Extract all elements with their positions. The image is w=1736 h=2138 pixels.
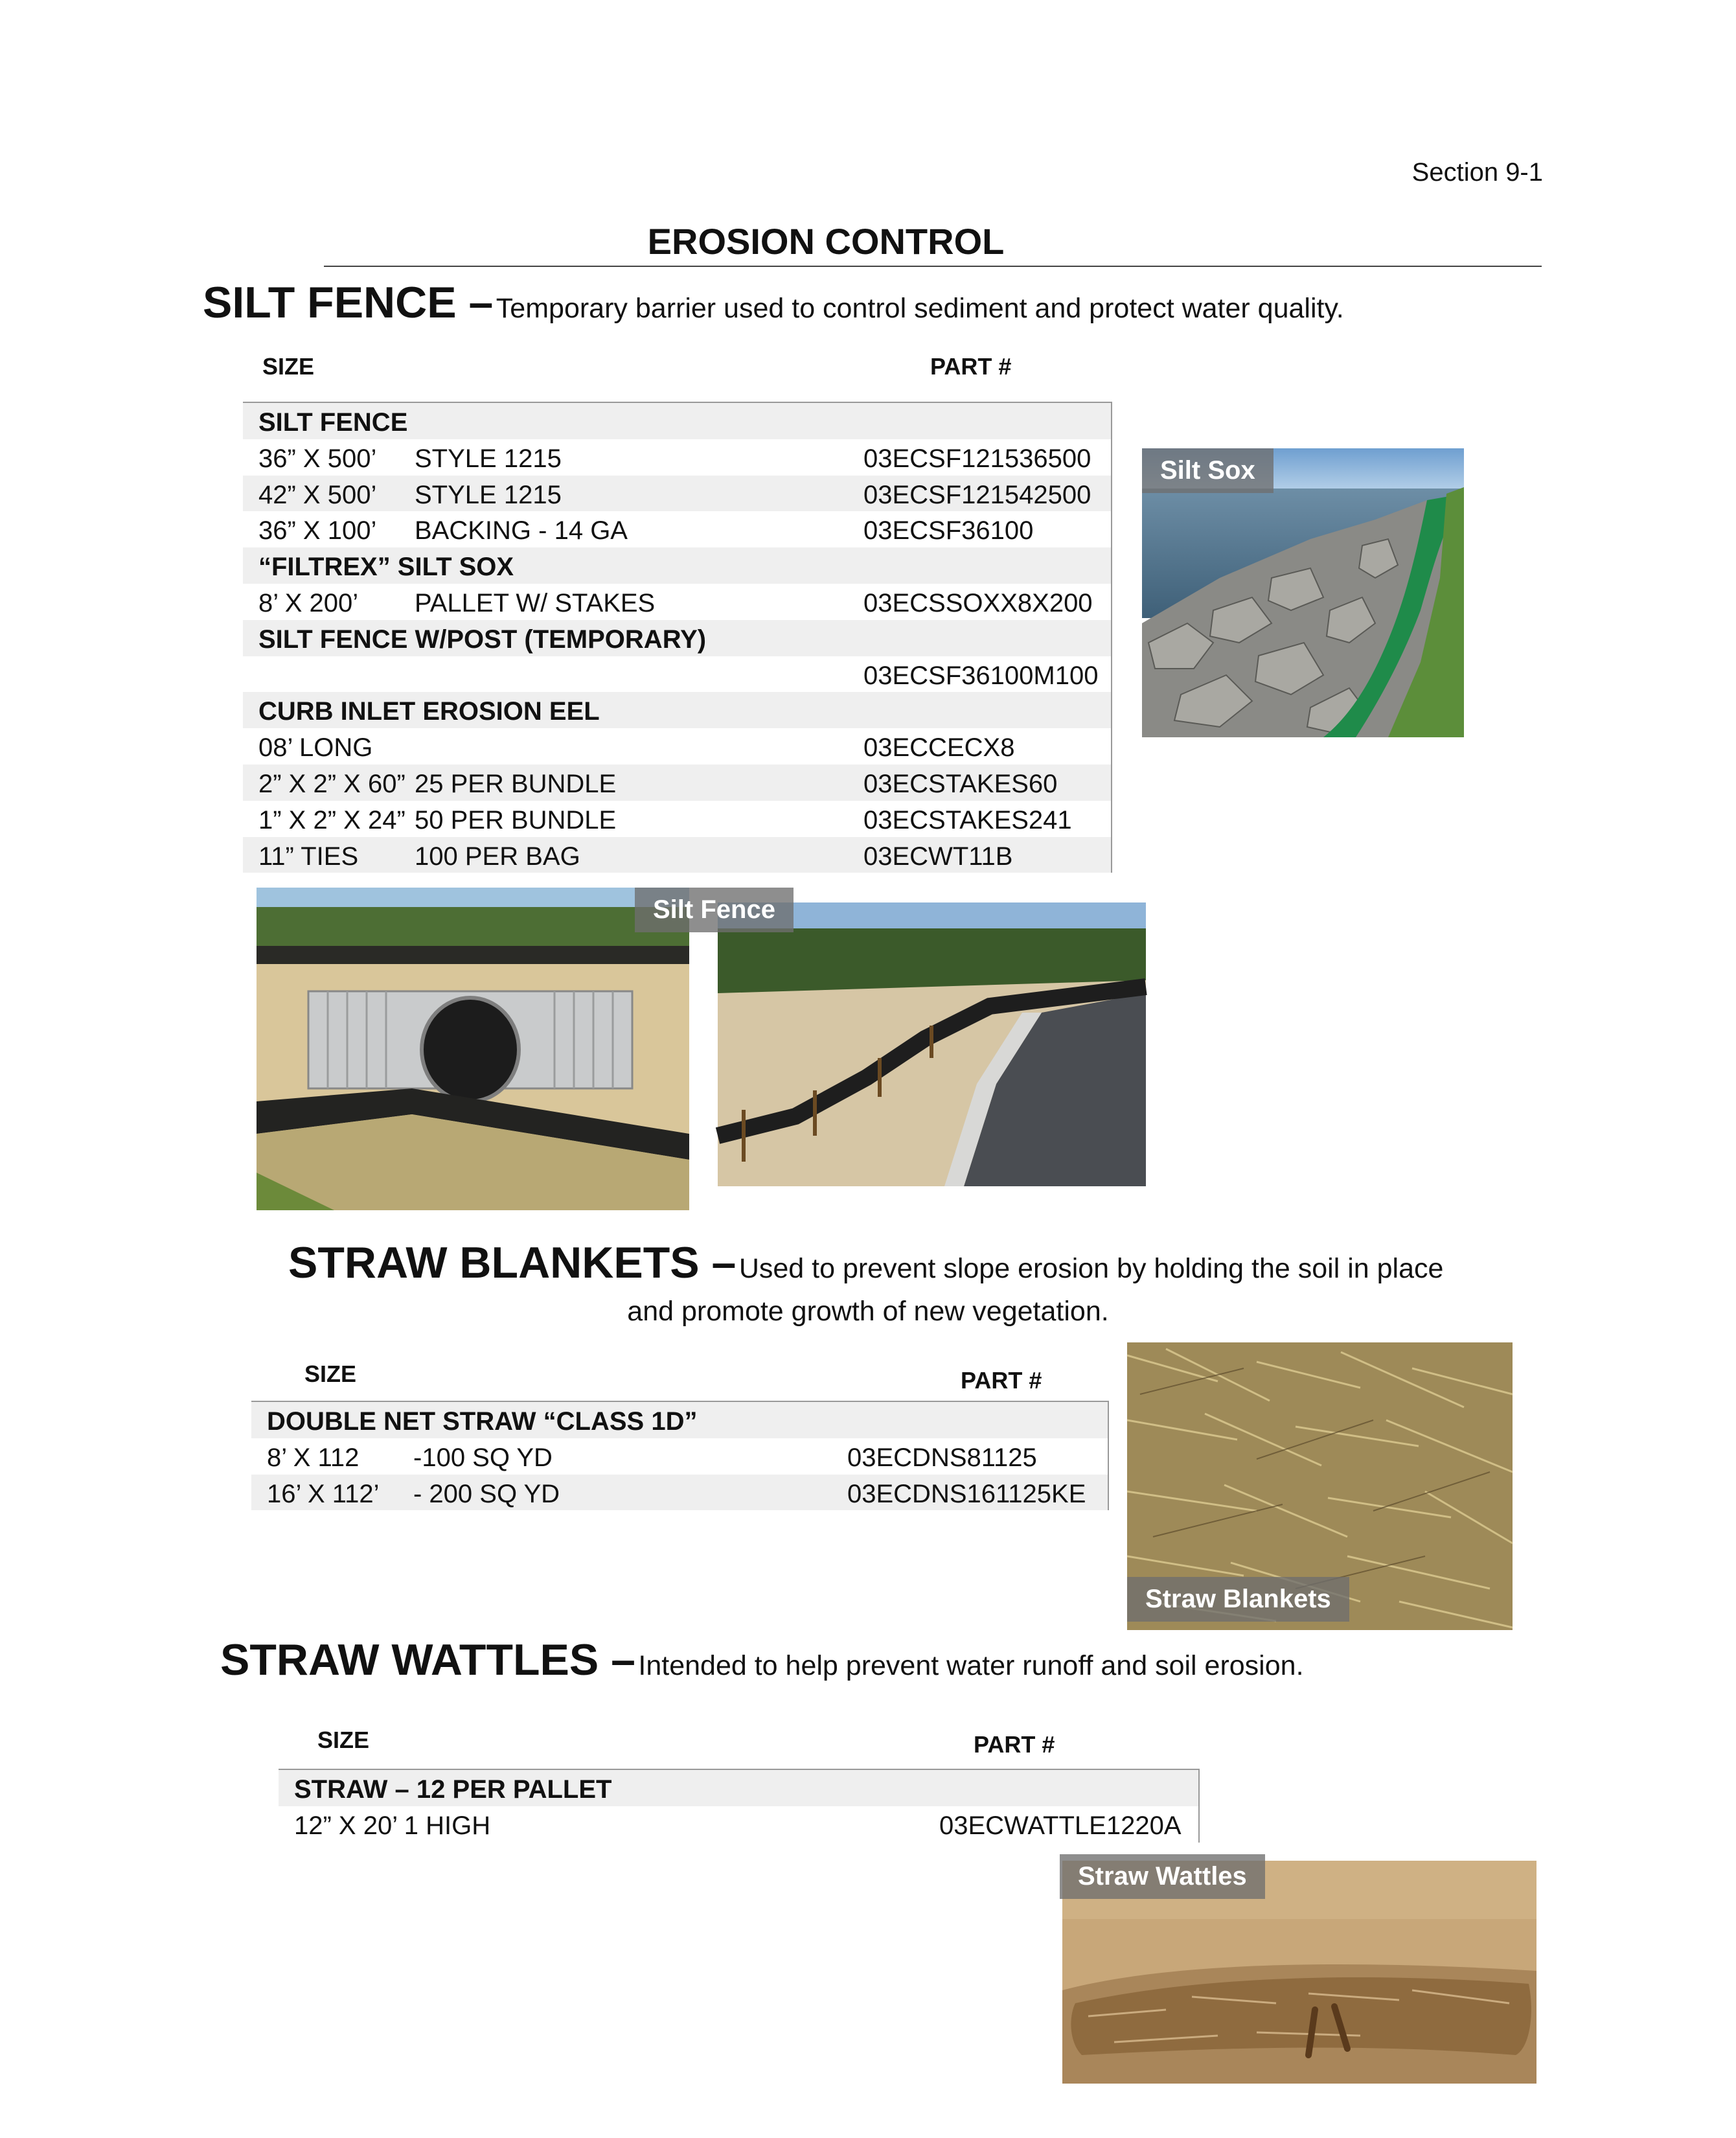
size-cell: CURB INLET EROSION EEL bbox=[258, 697, 600, 726]
detail-cell: STYLE 1215 bbox=[415, 480, 562, 509]
roadside-silt-fence-photo bbox=[653, 895, 1146, 1186]
title-divider bbox=[324, 266, 1542, 267]
size-cell: STRAW – 12 PER PALLET bbox=[294, 1775, 612, 1804]
table-row bbox=[243, 439, 1111, 476]
table-row bbox=[279, 1806, 1198, 1843]
size-cell: 12” X 20’ 1 HIGH bbox=[294, 1811, 491, 1840]
part-number-cell: 03ECDNS81125 bbox=[847, 1443, 1037, 1472]
silt-fence-description: Temporary barrier used to control sediment and protect water quality. bbox=[496, 293, 1344, 324]
detail-cell: 50 PER BUNDLE bbox=[415, 805, 617, 834]
size-cell: SILT FENCE W/POST (TEMPORARY) bbox=[258, 625, 707, 654]
table-row bbox=[243, 764, 1111, 801]
part-number-cell: 03ECDNS161125KE bbox=[847, 1479, 1086, 1508]
table-row bbox=[251, 1438, 1108, 1475]
straw-blankets-photo bbox=[1127, 1342, 1513, 1630]
section-label: Section 9-1 bbox=[1411, 158, 1543, 187]
size-cell: 36” X 500’ bbox=[258, 444, 377, 473]
detail-cell: STYLE 1215 bbox=[415, 444, 562, 473]
size-cell: SILT FENCE bbox=[258, 408, 408, 437]
table-group-row bbox=[243, 403, 1111, 439]
straw-blankets-description: Used to prevent slope erosion by holding the soil in place bbox=[738, 1253, 1444, 1284]
table-row bbox=[243, 584, 1111, 620]
straw-wattles-table bbox=[279, 1769, 1200, 1843]
size-cell: “FILTREX” SILT SOX bbox=[258, 553, 514, 582]
straw-blankets-title: STRAW BLANKETS – bbox=[288, 1238, 737, 1287]
size-cell: 16’ X 112’ bbox=[267, 1479, 380, 1508]
detail-cell: PALLET W/ STAKES bbox=[415, 588, 656, 617]
table-row bbox=[243, 728, 1111, 764]
part-number-cell: 03ECSF121542500 bbox=[863, 480, 1091, 509]
silt-sox-caption: Silt Sox bbox=[1142, 448, 1273, 493]
part-number-cell: 03ECCECX8 bbox=[863, 733, 1015, 763]
table-row bbox=[243, 476, 1111, 512]
part-number-cell: 03ECSF36100 bbox=[863, 516, 1034, 546]
silt-sox-photo bbox=[1142, 448, 1464, 737]
size-cell: 36” X 100’ bbox=[258, 516, 377, 546]
page-title: EROSION CONTROL bbox=[647, 221, 1005, 262]
table-group-row bbox=[243, 620, 1111, 656]
silt-fence-caption: Silt Fence bbox=[635, 888, 794, 932]
size-cell: DOUBLE NET STRAW “CLASS 1D” bbox=[267, 1407, 698, 1436]
straw-blankets-heading bbox=[288, 1237, 1443, 1288]
detail-cell: - 200 SQ YD bbox=[413, 1479, 560, 1508]
table-row bbox=[243, 656, 1111, 693]
size-cell: 2” X 2” X 60” bbox=[258, 769, 405, 798]
silt-fence-title: SILT FENCE – bbox=[203, 278, 494, 327]
detail-cell: 25 PER BUNDLE bbox=[415, 769, 617, 798]
silt-fence-table bbox=[243, 402, 1112, 873]
silt-fence-part-header: PART # bbox=[930, 353, 1012, 380]
table-group-row bbox=[243, 692, 1111, 728]
part-number-cell: 03ECSF121536500 bbox=[863, 444, 1091, 473]
straw-wattles-part-header: PART # bbox=[974, 1731, 1055, 1758]
straw-blankets-table bbox=[251, 1401, 1109, 1510]
straw-blankets-size-header: SIZE bbox=[304, 1361, 357, 1387]
silt-fence-heading bbox=[203, 277, 1344, 328]
straw-blankets-part-header: PART # bbox=[961, 1367, 1042, 1394]
straw-blankets-caption: Straw Blankets bbox=[1127, 1577, 1349, 1622]
size-cell: 08’ LONG bbox=[258, 733, 373, 763]
table-row bbox=[243, 511, 1111, 547]
part-number-cell: 03ECSTAKES241 bbox=[863, 805, 1072, 834]
size-cell: 1” X 2” X 24” bbox=[258, 805, 405, 834]
table-group-row bbox=[251, 1402, 1108, 1438]
part-number-cell: 03ECWT11B bbox=[863, 842, 1013, 871]
detail-cell: 100 PER BAG bbox=[415, 842, 580, 871]
table-group-row bbox=[243, 547, 1111, 584]
size-cell: 8’ X 112 bbox=[267, 1443, 360, 1472]
table-group-row bbox=[279, 1770, 1198, 1806]
straw-wattles-title: STRAW WATTLES – bbox=[220, 1635, 635, 1684]
straw-wattles-photo bbox=[1062, 1861, 1536, 2084]
part-number-cell: 03ECWATTLE1220A bbox=[939, 1811, 1182, 1840]
part-number-cell: 03ECSTAKES60 bbox=[863, 769, 1058, 798]
size-cell: 11” TIES bbox=[258, 842, 359, 871]
part-number-cell: 03ECSSOXX8X200 bbox=[863, 588, 1093, 617]
part-number-cell: 03ECSF36100M100 bbox=[863, 661, 1099, 690]
straw-wattles-caption: Straw Wattles bbox=[1060, 1854, 1265, 1899]
size-cell: 42” X 500’ bbox=[258, 480, 377, 509]
detail-cell: BACKING - 14 GA bbox=[415, 516, 628, 546]
straw-wattles-size-header: SIZE bbox=[317, 1727, 370, 1753]
silt-fence-size-header: SIZE bbox=[262, 353, 315, 380]
straw-wattles-description: Intended to help prevent water runoff and soil erosion. bbox=[638, 1650, 1304, 1681]
straw-blankets-description-2: and promote growth of new vegetation. bbox=[627, 1296, 1109, 1327]
size-cell: 8’ X 200’ bbox=[258, 588, 359, 617]
table-row bbox=[251, 1475, 1108, 1511]
detail-cell: -100 SQ YD bbox=[413, 1443, 553, 1472]
straw-wattles-heading bbox=[220, 1635, 1304, 1685]
table-row bbox=[243, 801, 1111, 837]
table-row bbox=[243, 837, 1111, 873]
culvert-silt-fence-photo bbox=[257, 888, 689, 1210]
